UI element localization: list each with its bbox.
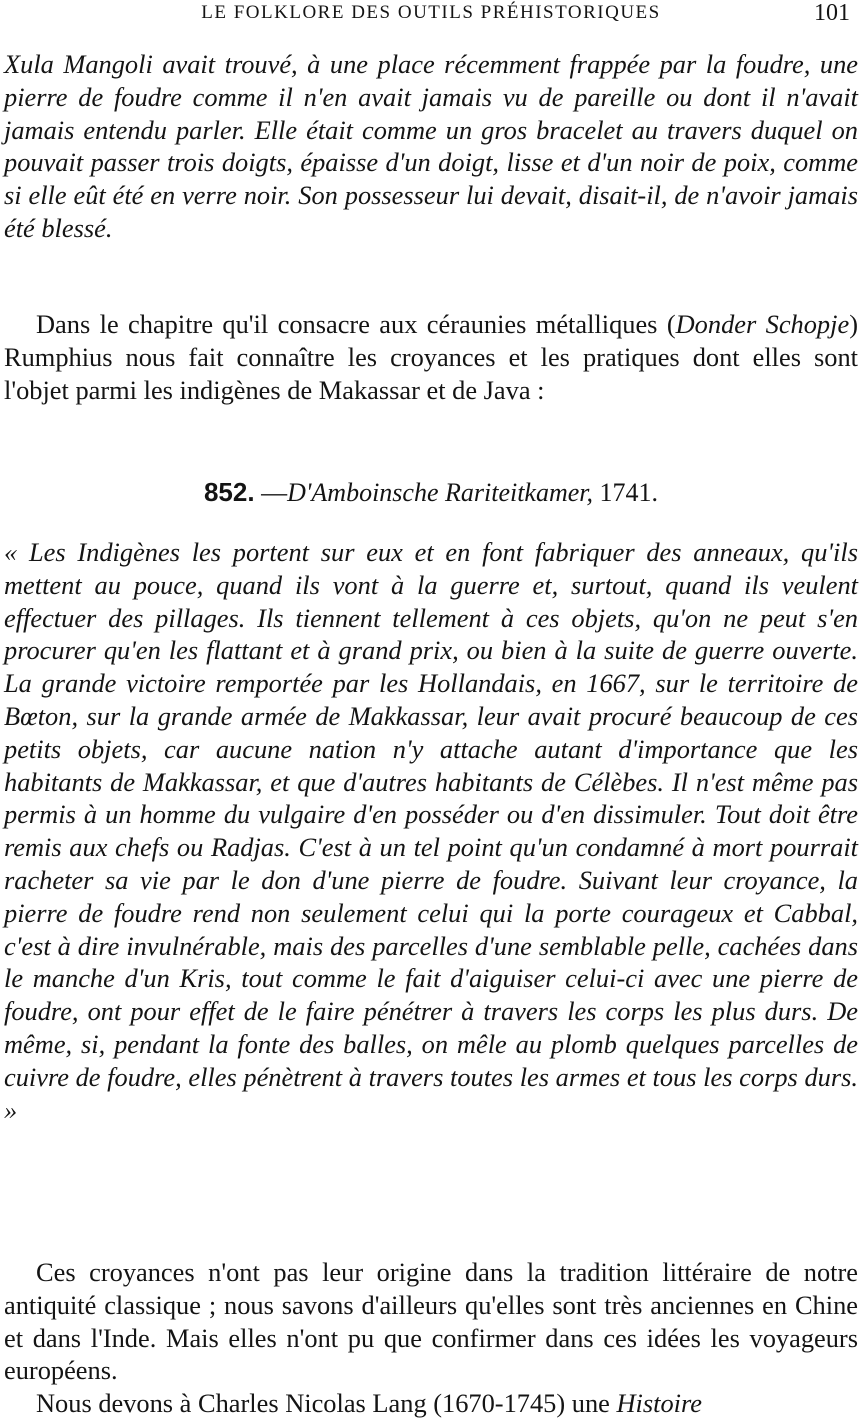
paragraph-rumphius-text-2: ) Rumphius nous fait connaître les croyances et les pratiques dont elles sont l'objet parmi les indigènes de Makassar et de Java : — [4, 309, 858, 405]
citation-dash: — — [254, 478, 288, 507]
paragraph-rumphius — [4, 308, 858, 406]
quotation-block: « Les Indigènes les portent sur eux et en font fabriquer des anneaux, qu'ils mettent au pouce, quand ils vont à la guerre et, surtout, quand ils veulent effectuer des pillages. Ils tiennent tellement à ces objets, qu'on ne peut s'en procurer qu'en les flattant et à grand prix, ou bien à la suite de guerre ouverte. La grande victoire remportée par les Hollandais, en 1667, sur le territoire de Bœton, sur la grande armée de Makkassar, leur avait procuré beaucoup de ces petits objets, car aucune nation n'y attache autant d'importance que les habitants de Makkassar, et que d'autres habitants de Célèbes. Il n'est même pas permis à un homme du vulgaire d'en posséder ou d'en dissimuler. Tout doit être remis aux chefs ou Radjas. C'est à un tel point qu'un condamné à mort pourrait racheter sa vie par le don d'une pierre de foudre. Suivant leur croyance, la pierre de foudre rend non seulement celui qui la porte courageux et Cabbal, c'est à dire invulnérable, mais des parcelles d'une semblable pelle, cachées dans le manche d'un Kris, tout comme le fait d'aiguiser celui-ci avec une pierre de foudre, ont pour effet de le faire pénétrer à travers les corps les plus durs. De même, si, pendant la fonte des balles, on mêle au plomb quelques parcelles de cuivre de foudre, elles pénètrent à travers toutes les armes et tous les corps durs. » — [4, 537, 858, 1125]
paragraph-rumphius-text-1: Dans le chapitre qu'il consacre aux céraunies métalliques ( — [36, 309, 676, 339]
paragraph-croyances: Ces croyances n'ont pas leur origine dans la tradition littéraire de notre antiquité classique ; nous savons d'ailleurs qu'elles sont très anciennes en Chine et dans l'Inde. Mais elles n'ont pu que confirmer dans ces idées les voyageurs européens. — [4, 1257, 858, 1386]
citation-heading — [0, 476, 862, 509]
citation-year: 1741. — [593, 478, 659, 507]
donder-schopje-term: Donder Schopje — [675, 309, 850, 339]
paragraph-xula-mangoli: Xula Mangoli avait trouvé, à une place récemment frappée par la foudre, une pierre de foudre comme il n'en avait jamais vu de pareille ou dont il n'avait jamais entendu parler. Elle était comme un gros bracelet au travers duquel on pouvait passer trois doigts, épaisse d'un doigt, lisse et d'un noir de poix, comme si elle eût été en verre noir. Son possesseur lui devait, disait-il, de n'avoir jamais été blessé. — [4, 49, 858, 243]
page-number: 101 — [814, 0, 850, 26]
running-head: LE FOLKLORE DES OUTILS PRÉHISTORIQUES — [201, 2, 661, 23]
histoire-word: Histoire — [616, 1388, 702, 1418]
page-header — [0, 0, 862, 34]
citation-title: D'Amboinsche Rariteitkamer, — [287, 478, 594, 507]
citation-number: 852. — [203, 477, 255, 507]
paragraph-lang-text: Nous devons à Charles Nicolas Lang (1670-1745) une — [36, 1388, 617, 1418]
paragraph-lang — [4, 1387, 858, 1420]
